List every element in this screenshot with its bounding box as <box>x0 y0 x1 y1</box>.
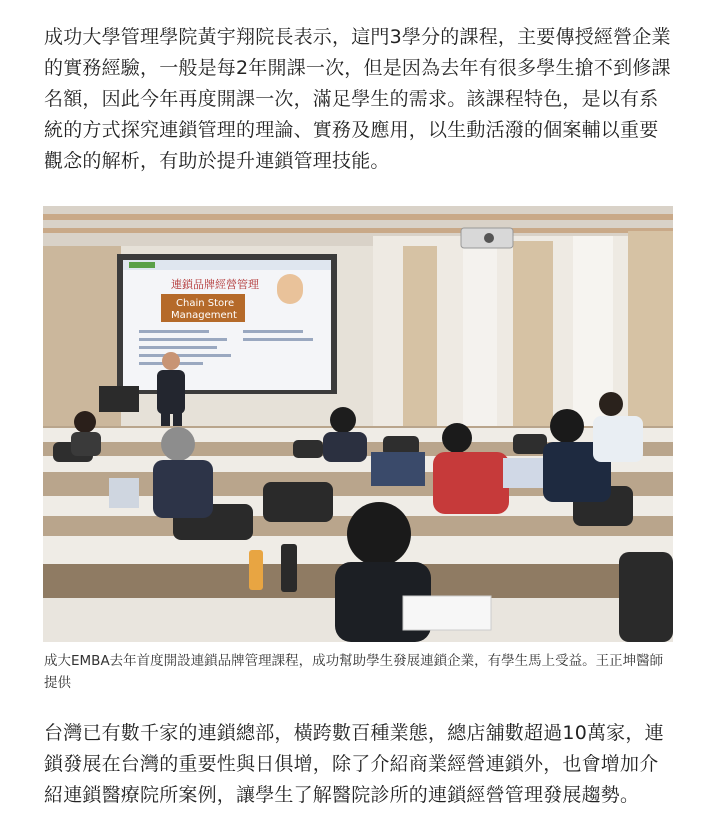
slide-title-en-1: Chain Store <box>176 298 235 309</box>
article-paragraph-1: 成功大學管理學院黃宇翔院長表示，這門3學分的課程，主要傳授經營企業的實務經驗，一般是每2年開課一次，但是因為去年有很多學生搶不到修課名額，因此今年再度開課一次，滿足學生的需求。該課程特色，是以有系統的方式探究連鎖管理的理論、實務及應用，以生動活潑的個案輔以重要觀念的解析，有助於提升連鎖管理技能。 <box>44 26 671 172</box>
classroom-photo <box>43 206 673 642</box>
slide-title-en-2: Management <box>171 310 237 321</box>
article-paragraph-2: 台灣已有數千家的連鎖總部，橫跨數百種業態，總店舖數超過10萬家，連鎖發展在台灣的重要性與日俱增，除了介紹商業經營連鎖外，也會增加介紹連鎖醫療院所案例，讓學生了解醫院診所的連鎖經營管理發展趨勢。 <box>44 722 664 806</box>
slide-title-zh: 連鎖品牌經營管理 <box>171 278 259 291</box>
photo-caption: 成大EMBA去年首度開設連鎖品牌管理課程，成功幫助學生發展連鎖企業，有學生馬上受益。王正坤醫師提供 <box>44 653 664 691</box>
